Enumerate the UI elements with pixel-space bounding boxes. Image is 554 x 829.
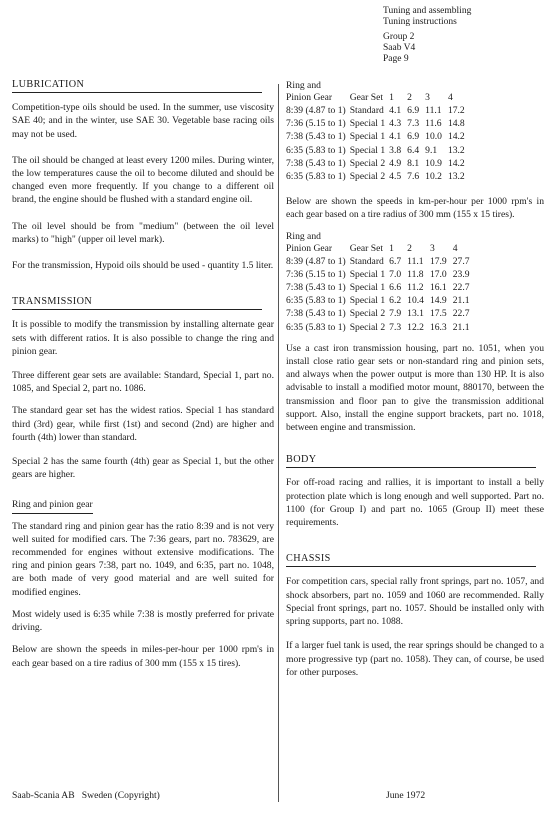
lubrication-paragraph-2: The oil should be changed at least every 1200 miles. During winter, the low temperatures cause the oil to become diluted and should be changed even more frequently. If you change to a different oil brand, the engine should be flushed with a standard engine oil.	[12, 154, 274, 206]
table-cell: Special 1	[349, 131, 386, 143]
table-header-col: 1	[389, 92, 394, 103]
table-cell: 11.1	[407, 255, 424, 267]
table-cell: 17.0	[429, 268, 447, 280]
speed-table-kmh	[286, 231, 476, 334]
table-cell: 3.8	[389, 144, 402, 156]
table-cell: 17.2	[447, 105, 465, 116]
table-cell: 11.2	[407, 282, 424, 294]
table-cell: 7.9	[389, 308, 402, 320]
table-row	[286, 170, 471, 183]
page-header	[383, 6, 471, 65]
table-cell: Special 2	[349, 171, 386, 183]
table-cell: 10.9	[425, 157, 442, 169]
table-header-row	[286, 243, 476, 255]
header-line-1: Tuning and assembling	[383, 6, 472, 16]
table-cell: Special 1	[349, 268, 386, 280]
transmission-paragraph-5: The standard ring and pinion gear has the ratio 8:39 and is not very well suited for modified cars. The 7:36 gears, part no. 783629, are recommended for engines without extensive modifications. The ring and pinion gears 7:38, part no. 1049, and 6:35, part no. 1048, are both made of very good material and are well suited for modified engines.	[12, 520, 274, 598]
table-header-row	[286, 92, 471, 104]
table-header-col: 3	[425, 92, 430, 103]
right-column	[286, 80, 544, 688]
table-cell: 22.7	[452, 308, 470, 320]
table-cell: 9.1	[425, 144, 438, 156]
table-header-row	[286, 231, 476, 243]
table-row	[286, 281, 476, 294]
table-cell: 8.1	[407, 157, 420, 169]
table-cell: 13.2	[447, 171, 465, 183]
transmission-heading: TRANSMISSION	[12, 295, 262, 310]
table-cell: 4.1	[389, 105, 402, 116]
table-header-gear-set: Gear Set	[349, 92, 384, 103]
table-cell: 6.2	[389, 295, 402, 307]
table-cell: 12.2	[407, 321, 424, 333]
table-cell: Standard	[349, 105, 384, 116]
table-row	[286, 157, 471, 170]
table-cell: 6.9	[407, 105, 420, 116]
table-cell: 6.6	[389, 282, 402, 294]
table-cell: 4.5	[389, 171, 402, 183]
table-cell: Special 1	[349, 295, 386, 307]
table-cell: 6.7	[389, 255, 402, 267]
table-cell: 6:35 (5.83 to 1)	[286, 321, 346, 333]
table-header-gear-set: Gear Set	[349, 242, 384, 254]
kmh-intro-paragraph: Below are shown the speeds in km-per-hour per 1000 rpm's in each gear based on a tire radius of 300 mm (155 x 15 tires).	[286, 196, 544, 221]
left-column	[12, 78, 274, 679]
table-cell: 6.9	[407, 131, 420, 143]
table-header-row	[286, 80, 471, 92]
table-cell: Special 1	[349, 144, 386, 156]
table-cell: 13.1	[407, 308, 424, 320]
chassis-paragraph-2: If a larger fuel tank is used, the rear springs should be changed to a more progressive typ (part no. 1058). They can, of course, be used for other purposes.	[286, 640, 544, 678]
header-line-2: Tuning instructions	[383, 17, 457, 27]
footer-copyright: Saab-Scania AB Sweden (Copyright)	[12, 790, 160, 801]
table-cell: Special 1	[349, 282, 386, 294]
table-cell: 6:35 (5.83 to 1)	[286, 295, 346, 307]
transmission-paragraph-2: Three different gear sets are available: Standard, Special 1, part no. 1085, and Special 2, part no. 1086.	[12, 370, 274, 395]
table-cell: 7:38 (5.43 to 1)	[286, 308, 346, 320]
table-header-ring: Ring and	[286, 230, 321, 242]
table-header-col: 3	[429, 242, 435, 254]
table-header-col: 2	[407, 92, 412, 103]
table-cell: 21.1	[452, 295, 470, 307]
table-cell: 11.1	[425, 105, 442, 116]
chassis-heading: CHASSIS	[286, 552, 536, 567]
housing-paragraph: Use a cast iron transmission housing, part no. 1051, when you install close ratio gear sets or non-standard ring and pinion sets, and always when the power output is more than 130 HP. It is also advisable to install a modified motor mount, 880170, between the transmission and floor pan to give the transmission additional support. Also, install the engine support brackets, part no. 1018, between engine and transmission.	[286, 342, 544, 434]
table-cell: 14.2	[447, 131, 465, 143]
table-cell: 14.9	[429, 295, 447, 307]
lubrication-paragraph-1: Competition-type oils should be used. In the summer, use viscosity SAE 40; and in the winter, use SAE 30. Vegetable base racing oils may not be used.	[12, 102, 274, 140]
table-cell: 14.8	[447, 118, 465, 130]
lubrication-paragraph-3: The oil level should be from "medium" (between the oil level marks) to "high" (upper oil level mark).	[12, 220, 274, 245]
table-cell: 16.3	[429, 321, 447, 333]
table-cell: Special 2	[349, 321, 386, 333]
table-header-pinion: Pinion Gear	[286, 242, 333, 254]
table-row	[286, 117, 471, 130]
header-line-4: Saab V4	[383, 43, 416, 53]
transmission-paragraph-1: It is possible to modify the transmission by installing alternate gear sets with different ratios. It is also possible to change the ring and pinion gear.	[12, 319, 274, 357]
table-row	[286, 255, 476, 268]
table-cell: 10.4	[407, 295, 424, 307]
lubrication-heading: LUBRICATION	[12, 78, 262, 93]
table-cell: 7:38 (5.43 to 1)	[286, 282, 346, 294]
table-row	[286, 144, 471, 157]
table-cell: Special 2	[349, 308, 386, 320]
table-cell: 22.7	[452, 282, 470, 294]
table-cell: 21.1	[452, 321, 470, 333]
table-cell: Special 1	[349, 118, 386, 130]
table-cell: 23.9	[452, 268, 470, 280]
header-line-3: Group 2	[383, 32, 415, 42]
header-line-5: Page 9	[383, 54, 409, 64]
table-cell: 27.7	[452, 255, 470, 267]
table-cell: 7:36 (5.15 to 1)	[286, 118, 346, 130]
transmission-paragraph-4: Special 2 has the same fourth (4th) gear as Special 1, but the other gears are higher.	[12, 456, 274, 481]
speed-table-mph	[286, 80, 471, 183]
table-cell: 11.6	[425, 118, 442, 130]
table-header-col: 1	[389, 242, 394, 254]
table-header-col: 4	[452, 242, 458, 254]
table-row	[286, 321, 476, 334]
column-divider	[278, 84, 279, 802]
table-row	[286, 104, 471, 117]
table-row	[286, 268, 476, 281]
table-cell: 16.1	[429, 282, 447, 294]
chassis-paragraph-1: For competition cars, special rally front springs, part no. 1057, and shock absorbers, part no. 1059 and 1060 are recommended. Rally Special front springs, part no. 1057. Should be installed only with spring supports, part no. 1088.	[286, 576, 544, 628]
table-header-col: 4	[447, 92, 453, 103]
table-cell: 6.4	[407, 144, 420, 156]
body-paragraph: For off-road racing and rallies, it is important to install a belly protection plate which is long enough and well supported. Part no. 1100 (for Group I) and part no. 1065 (Group II) meet these requirements.	[286, 477, 544, 529]
table-cell: 10.2	[425, 171, 442, 183]
transmission-paragraph-3: The standard gear set has the widest ratios. Special 1 has standard third (3rd) gear, while first (1st) and second (2nd) are higher and fourth (4th) lower than standard.	[12, 405, 274, 443]
table-cell: Standard	[349, 255, 384, 267]
transmission-paragraph-7: Below are shown the speeds in miles-per-hour per 1000 rpm's in each gear based on a tire radius of 300 mm (155 x 15 tires).	[12, 644, 274, 669]
table-cell: 6:35 (5.83 to 1)	[286, 171, 346, 183]
table-cell: 17.9	[429, 255, 447, 267]
body-heading: BODY	[286, 453, 536, 468]
table-row	[286, 307, 476, 320]
lubrication-paragraph-4: For the transmission, Hypoid oils should be used - quantity 1.5 liter.	[12, 260, 274, 272]
table-cell: 13.2	[447, 144, 465, 156]
table-row	[286, 294, 476, 307]
table-cell: 8:39 (4.87 to 1)	[286, 255, 346, 267]
table-cell: 4.9	[389, 157, 402, 169]
table-row	[286, 130, 471, 143]
footer-date: June 1972	[386, 790, 426, 801]
table-cell: 11.8	[407, 268, 424, 280]
table-cell: 7.0	[389, 268, 402, 280]
table-cell: Special 2	[349, 157, 386, 169]
table-cell: 7:38 (5.43 to 1)	[286, 131, 346, 143]
table-cell: 7:36 (5.15 to 1)	[286, 268, 346, 280]
transmission-paragraph-6: Most widely used is 6:35 while 7:38 is mostly preferred for private driving.	[12, 608, 274, 634]
table-cell: 8:39 (4.87 to 1)	[286, 105, 346, 116]
table-cell: 7:38 (5.43 to 1)	[286, 157, 346, 169]
table-cell: 4.3	[389, 118, 402, 130]
table-cell: 14.2	[447, 157, 465, 169]
table-cell: 7.3	[407, 118, 420, 130]
table-cell: 7.6	[407, 171, 420, 183]
table-cell: 10.0	[425, 131, 442, 143]
ring-pinion-subheading: Ring and pinion gear	[12, 498, 93, 513]
table-header-ring: Ring and	[286, 80, 321, 91]
table-cell: 17.5	[429, 308, 447, 320]
table-header-col: 2	[407, 242, 412, 254]
table-header-pinion: Pinion Gear	[286, 92, 333, 103]
table-cell: 6:35 (5.83 to 1)	[286, 144, 346, 156]
table-cell: 4.1	[389, 131, 402, 143]
table-cell: 7.3	[389, 321, 402, 333]
